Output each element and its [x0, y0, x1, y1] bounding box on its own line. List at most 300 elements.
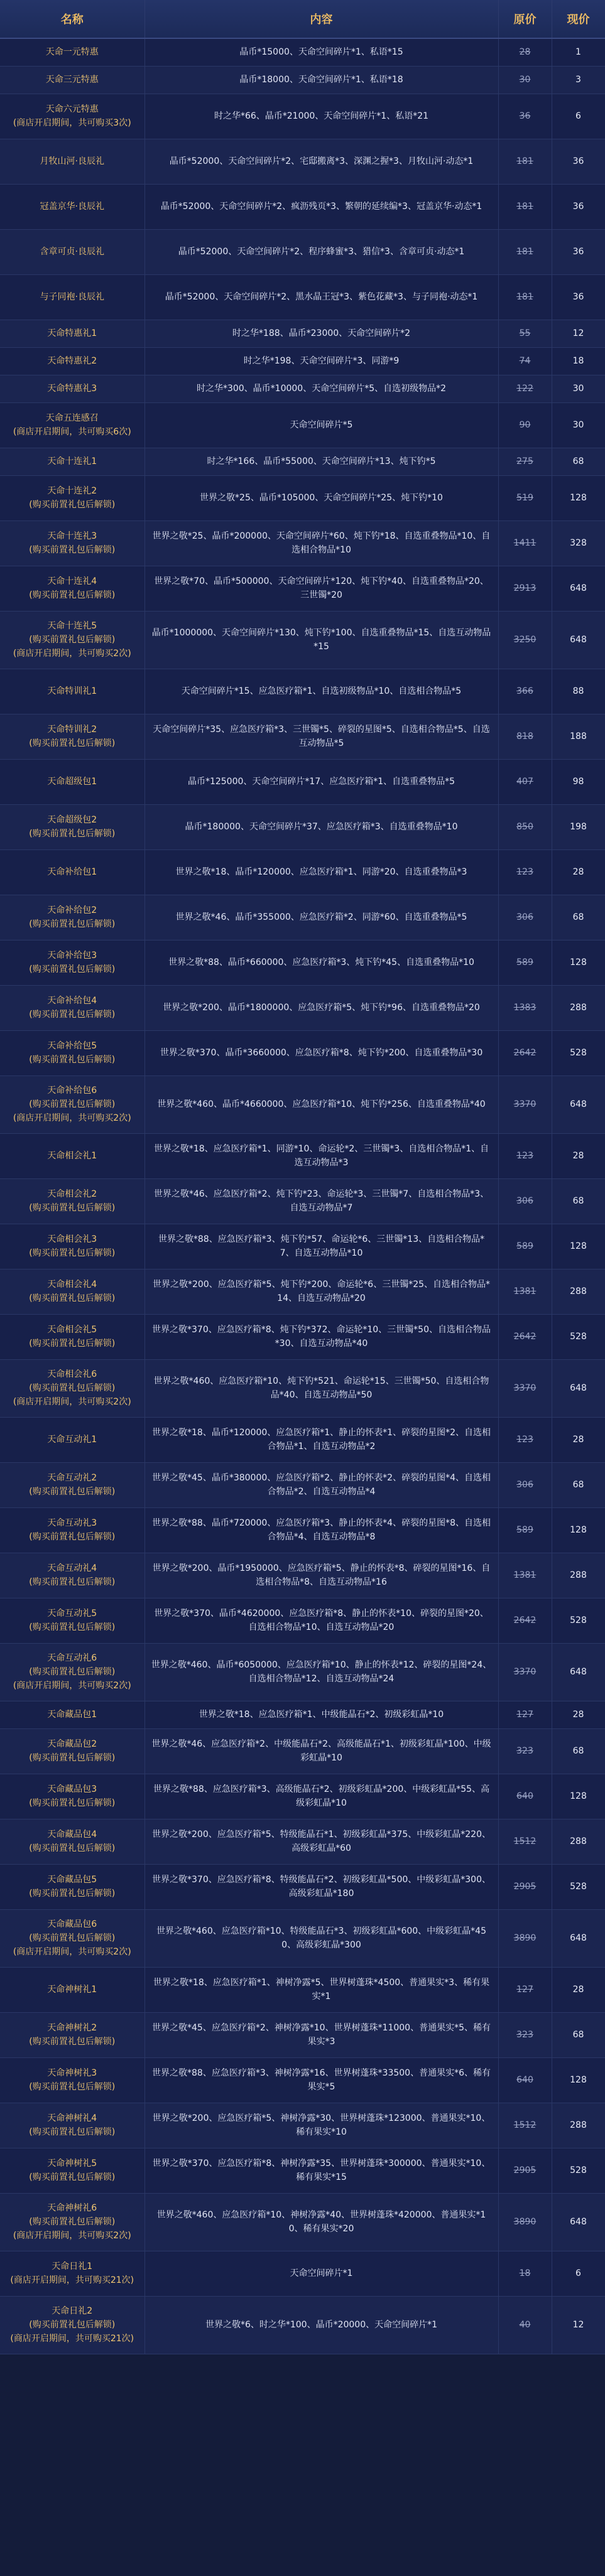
row-name: [0, 849, 144, 895]
table-row: [0, 1269, 605, 1314]
row-name: [0, 1819, 144, 1864]
row-name-note: (购买前置礼包后解锁): [29, 1667, 116, 1677]
table-row: [0, 2296, 605, 2354]
row-original-price: 519: [498, 475, 552, 520]
row-original-price: 3370: [498, 1075, 552, 1133]
row-current-price: 528: [552, 1598, 605, 1643]
row-original-price: 306: [498, 1462, 552, 1507]
row-name-title: 与子同袍·良辰礼: [40, 292, 104, 302]
row-name: [0, 1359, 144, 1417]
row-name-note: (购买前置礼包后解锁): [29, 964, 116, 974]
row-content: 世界之敬*25、晶币*105000、天命空间碎片*25、炖下钓*10: [144, 475, 498, 520]
row-name-note: (购买前置礼包后解锁): [29, 2320, 116, 2330]
row-current-price: 288: [552, 1553, 605, 1598]
row-current-price: 528: [552, 1864, 605, 1909]
row-name: [0, 895, 144, 940]
row-name: [0, 347, 144, 375]
row-name-note: (购买前置礼包后解锁): [29, 829, 116, 839]
row-name: [0, 1224, 144, 1269]
row-name-title: 冠盖京华·良辰礼: [40, 202, 104, 212]
table-row: [0, 2057, 605, 2103]
table-row: [0, 1819, 605, 1864]
row-name: [0, 985, 144, 1030]
row-name-title: 天命互动礼4: [47, 1563, 97, 1573]
row-current-price: 648: [552, 2193, 605, 2251]
table-row: [0, 347, 605, 375]
row-current-price: 328: [552, 520, 605, 566]
row-content: 世界之敬*6、时之华*100、晶币*20000、天命空间碎片*1: [144, 2296, 498, 2354]
row-current-price: 68: [552, 895, 605, 940]
row-original-price: 306: [498, 895, 552, 940]
row-name-note: (购买前置礼包后解锁): [29, 590, 116, 600]
row-name-note: (购买前置礼包后解锁): [29, 1487, 116, 1497]
row-name-note: (购买前置礼包后解锁): [29, 500, 116, 510]
row-current-price: 128: [552, 1774, 605, 1819]
row-name: [0, 402, 144, 448]
row-name-title: 天命神树礼3: [47, 2068, 97, 2078]
row-content: 世界之敬*18、晶币*120000、应急医疗箱*1、同游*20、自选重叠物品*3: [144, 849, 498, 895]
row-name-title: 天命补给包2: [47, 905, 97, 915]
row-content: 世界之敬*200、应急医疗箱*5、神树净露*30、世界树蓬珠*123000、普通果实*10、稀有果实*10: [144, 2103, 498, 2148]
row-name: [0, 2251, 144, 2296]
row-content: 世界之敬*45、晶币*380000、应急医疗箱*2、静止的怀表*2、碎裂的星图*4、自选相合物品*2、自选互动物品*4: [144, 1462, 498, 1507]
row-name-note: (购买前置礼包后解锁): [29, 545, 116, 555]
row-name-title: 天命特训礼2: [47, 725, 97, 735]
table-row: [0, 985, 605, 1030]
row-content: 世界之敬*460、应急医疗箱*10、神树净露*40、世界树蓬珠*420000、普通果实*10、稀有果实*20: [144, 2193, 498, 2251]
row-name-title: 天命相会礼2: [47, 1189, 97, 1199]
row-content: 天命空间碎片*1: [144, 2251, 498, 2296]
table-row: [0, 1462, 605, 1507]
row-current-price: 68: [552, 448, 605, 475]
row-current-price: 648: [552, 1359, 605, 1417]
table-row: [0, 1728, 605, 1774]
row-name-note: (购买前置礼包后解锁): [29, 1203, 116, 1213]
row-name-title: 天命十连礼3: [47, 531, 97, 541]
row-original-price: 2642: [498, 1030, 552, 1075]
table-row: [0, 566, 605, 611]
row-name: [0, 1075, 144, 1133]
row-content: 时之华*300、晶币*10000、天命空间碎片*5、自选初级物品*2: [144, 375, 498, 402]
row-current-price: 68: [552, 2012, 605, 2057]
row-original-price: 2642: [498, 1598, 552, 1643]
row-original-price: 1411: [498, 520, 552, 566]
row-current-price: 648: [552, 566, 605, 611]
table-row: [0, 320, 605, 347]
row-current-price: 28: [552, 1133, 605, 1178]
row-name: [0, 1417, 144, 1462]
row-current-price: 528: [552, 2148, 605, 2193]
row-name: [0, 1133, 144, 1178]
row-name-title: 天命特惠礼3: [47, 384, 97, 394]
row-name-note: (购买前置礼包后解锁): [29, 2082, 116, 2092]
row-name-title: 天命补给包5: [47, 1041, 97, 1051]
row-content: 世界之敬*460、晶币*4660000、应急医疗箱*10、炖下钓*256、自选重叠物品*40: [144, 1075, 498, 1133]
table-row: [0, 1178, 605, 1224]
table-row: [0, 1075, 605, 1133]
header-row: [0, 0, 605, 38]
row-current-price: 98: [552, 759, 605, 804]
row-content: 世界之敬*46、晶币*355000、应急医疗箱*2、同游*60、自选重叠物品*5: [144, 895, 498, 940]
row-content: 世界之敬*18、晶币*120000、应急医疗箱*1、静止的怀表*1、碎裂的星图*2、自选相合物品*1、自选互动物品*2: [144, 1417, 498, 1462]
row-name-title: 天命一元特惠: [45, 47, 99, 58]
row-current-price: 648: [552, 1075, 605, 1133]
row-name-note: (购买前置礼包后解锁): [29, 2172, 116, 2182]
row-name-note: (商店开启期间，共可购买21次): [10, 2275, 134, 2285]
row-name-note: (购买前置礼包后解锁): [29, 1055, 116, 1065]
row-content: 世界之敬*370、应急医疗箱*8、炖下钓*372、命运轮*10、三世镯*50、自选相合物品*30、自选互动物品*40: [144, 1314, 498, 1359]
row-name: [0, 714, 144, 759]
row-name: [0, 1553, 144, 1598]
row-current-price: 288: [552, 985, 605, 1030]
row-original-price: 123: [498, 849, 552, 895]
row-name-title: 天命互动礼5: [47, 1609, 97, 1619]
row-name-title: 天命五连感召: [45, 413, 99, 423]
row-name-title: 月牧山河·良辰礼: [40, 156, 104, 166]
table-row: [0, 375, 605, 402]
row-original-price: 850: [498, 804, 552, 849]
row-name-title: 天命神树礼2: [47, 2023, 97, 2033]
row-original-price: 306: [498, 1178, 552, 1224]
row-name: [0, 669, 144, 714]
row-name-note: (购买前置礼包后解锁): [29, 2127, 116, 2137]
row-name-note: (购买前置礼包后解锁): [29, 635, 116, 645]
row-current-price: 1: [552, 38, 605, 66]
row-original-price: 1381: [498, 1269, 552, 1314]
table-row: [0, 184, 605, 229]
row-name-title: 天命神树礼4: [47, 2113, 97, 2123]
row-original-price: 3370: [498, 1359, 552, 1417]
row-name-note: (商店开启期间，共可购买2次): [13, 1681, 131, 1691]
row-name-title: 天命相会礼3: [47, 1234, 97, 1244]
row-name: [0, 1728, 144, 1774]
row-current-price: 30: [552, 402, 605, 448]
row-original-price: 1383: [498, 985, 552, 1030]
row-name-title: 天命补给包4: [47, 996, 97, 1006]
row-name-note: (商店开启期间，共可购买2次): [13, 1947, 131, 1957]
table-row: [0, 1030, 605, 1075]
row-name-title: 天命藏品包2: [47, 1739, 97, 1749]
row-name-title: 天命十连礼4: [47, 576, 97, 586]
row-current-price: 648: [552, 1909, 605, 1967]
row-name-title: 天命互动礼2: [47, 1473, 97, 1483]
row-name-note: (购买前置礼包后解锁): [29, 1933, 116, 1943]
row-original-price: 122: [498, 375, 552, 402]
row-current-price: 288: [552, 1269, 605, 1314]
row-current-price: 18: [552, 347, 605, 375]
row-original-price: 181: [498, 139, 552, 184]
row-name-title: 天命超级包1: [47, 777, 97, 787]
row-name-title: 天命相会礼1: [47, 1151, 97, 1161]
row-name: [0, 375, 144, 402]
row-current-price: 128: [552, 1507, 605, 1553]
row-current-price: 648: [552, 611, 605, 669]
row-original-price: 640: [498, 1774, 552, 1819]
row-original-price: 127: [498, 1701, 552, 1728]
row-name: [0, 1178, 144, 1224]
row-content: 世界之敬*18、应急医疗箱*1、神树净露*5、世界树蓬珠*4500、普通果实*3、稀有果实*1: [144, 1967, 498, 2012]
row-name-title: 天命神树礼6: [47, 2203, 97, 2213]
row-current-price: 28: [552, 1967, 605, 2012]
table-row: [0, 1507, 605, 1553]
table-row: [0, 714, 605, 759]
row-name-note: (购买前置礼包后解锁): [29, 1532, 116, 1542]
row-original-price: 2905: [498, 2148, 552, 2193]
row-original-price: 3370: [498, 1643, 552, 1701]
row-original-price: 323: [498, 2012, 552, 2057]
row-original-price: 123: [498, 1417, 552, 1462]
row-name-title: 天命神树礼1: [47, 1985, 97, 1995]
table-body: [0, 38, 605, 2354]
row-name: [0, 804, 144, 849]
table-row: [0, 1701, 605, 1728]
row-name-title: 天命藏品包4: [47, 1830, 97, 1840]
table-row: [0, 1864, 605, 1909]
row-name-title: 天命日礼1: [52, 2261, 93, 2272]
row-current-price: 12: [552, 320, 605, 347]
row-content: 世界之敬*200、晶币*1800000、应急医疗箱*5、炖下钓*96、自选重叠物品*20: [144, 985, 498, 1030]
row-name: [0, 66, 144, 94]
table-row: [0, 2148, 605, 2193]
row-current-price: 288: [552, 2103, 605, 2148]
row-current-price: 36: [552, 139, 605, 184]
table-row: [0, 1417, 605, 1462]
row-current-price: 188: [552, 714, 605, 759]
row-name: [0, 1462, 144, 1507]
row-content: 世界之敬*88、应急医疗箱*3、炖下钓*57、命运轮*6、三世镯*13、自选相合物品*7、自选互动物品*10: [144, 1224, 498, 1269]
row-current-price: 30: [552, 375, 605, 402]
row-original-price: 589: [498, 1507, 552, 1553]
row-name-title: 天命补给包3: [47, 951, 97, 961]
row-name: [0, 2103, 144, 2148]
row-name-note: (购买前置礼包后解锁): [29, 2217, 116, 2227]
table-row: [0, 2103, 605, 2148]
row-content: 世界之敬*88、晶币*720000、应急医疗箱*3、静止的怀表*4、碎裂的星图*8、自选相合物品*4、自选互动物品*8: [144, 1507, 498, 1553]
row-original-price: 640: [498, 2057, 552, 2103]
row-content: 世界之敬*200、晶币*1950000、应急医疗箱*5、静止的怀表*8、碎裂的星图*16、自选相合物品*8、自选互动物品*16: [144, 1553, 498, 1598]
row-name-note: (购买前置礼包后解锁): [29, 1383, 116, 1393]
row-content: 世界之敬*45、应急医疗箱*2、神树净露*10、世界树蓬珠*11000、普通果实*5、稀有果实*3: [144, 2012, 498, 2057]
row-current-price: 648: [552, 1643, 605, 1701]
row-content: 世界之敬*460、应急医疗箱*10、特级能晶石*3、初级彩虹晶*600、中级彩虹晶*450、高级彩虹晶*300: [144, 1909, 498, 1967]
row-name: [0, 520, 144, 566]
table-row: [0, 66, 605, 94]
row-name: [0, 2057, 144, 2103]
row-original-price: 407: [498, 759, 552, 804]
row-name-note: (购买前置礼包后解锁): [29, 1622, 116, 1632]
row-name: [0, 229, 144, 274]
row-content: 时之华*166、晶币*55000、天命空间碎片*13、炖下钓*5: [144, 448, 498, 475]
table-row: [0, 1909, 605, 1967]
row-content: 世界之敬*88、应急医疗箱*3、高级能晶石*2、初级彩虹晶*200、中级彩虹晶*55、高级彩虹晶*10: [144, 1774, 498, 1819]
row-name-note: (购买前置礼包后解锁): [29, 1248, 116, 1258]
row-content: 世界之敬*460、晶币*6050000、应急医疗箱*10、静止的怀表*12、碎裂的星图*24、自选相合物品*12、自选互动物品*24: [144, 1643, 498, 1701]
row-original-price: 181: [498, 184, 552, 229]
row-current-price: 36: [552, 184, 605, 229]
row-content: 世界之敬*460、应急医疗箱*10、炖下钓*521、命运轮*15、三世镯*50、自选相合物品*40、自选互动物品*50: [144, 1359, 498, 1417]
row-current-price: 36: [552, 229, 605, 274]
row-name-note: (商店开启期间，共可购买21次): [10, 2334, 134, 2344]
row-name-note: (购买前置礼包后解锁): [29, 1577, 116, 1587]
row-name-note: (商店开启期间，共可购买2次): [13, 1113, 131, 1123]
row-current-price: 128: [552, 1224, 605, 1269]
row-name: [0, 1643, 144, 1701]
row-content: 世界之敬*88、应急医疗箱*3、神树净露*16、世界树蓬珠*33500、普通果实*6、稀有果实*5: [144, 2057, 498, 2103]
row-original-price: 2913: [498, 566, 552, 611]
table-header: [0, 0, 605, 38]
row-name-title: 天命补给包6: [47, 1086, 97, 1096]
row-content: 世界之敬*25、晶币*200000、天命空间碎片*60、炖下钓*18、自选重叠物品*10、自选相合物品*10: [144, 520, 498, 566]
header-current-price: 现价: [552, 0, 605, 38]
row-content: 天命空间碎片*35、应急医疗箱*3、三世镯*5、碎裂的星图*5、自选相合物品*5、自选互动物品*5: [144, 714, 498, 759]
row-original-price: 181: [498, 274, 552, 320]
table-row: [0, 1967, 605, 2012]
row-name: [0, 1507, 144, 1553]
row-content: 晶币*15000、天命空间碎片*1、私语*15: [144, 38, 498, 66]
row-content: 天命空间碎片*15、应急医疗箱*1、自选初级物品*10、自选相合物品*5: [144, 669, 498, 714]
row-original-price: 30: [498, 66, 552, 94]
row-content: 世界之敬*200、应急医疗箱*5、特级能晶石*1、初级彩虹晶*375、中级彩虹晶*220、高级彩虹晶*60: [144, 1819, 498, 1864]
row-name-title: 天命十连礼5: [47, 621, 97, 631]
row-content: 晶币*180000、天命空间碎片*37、应急医疗箱*3、自选重叠物品*10: [144, 804, 498, 849]
row-name-note: (商店开启期间，共可购买2次): [13, 649, 131, 659]
row-name-title: 天命十连礼2: [47, 486, 97, 496]
row-current-price: 88: [552, 669, 605, 714]
table-row: [0, 940, 605, 985]
table-row: [0, 1359, 605, 1417]
table-row: [0, 669, 605, 714]
header-original-price: 原价: [498, 0, 552, 38]
row-content: 世界之敬*18、应急医疗箱*1、中级能晶石*2、初级彩虹晶*10: [144, 1701, 498, 1728]
row-name-note: (购买前置礼包后解锁): [29, 2037, 116, 2047]
row-original-price: 1381: [498, 1553, 552, 1598]
row-name-note: (购买前置礼包后解锁): [29, 1798, 116, 1808]
row-name-title: 天命相会礼6: [47, 1369, 97, 1379]
table-row: [0, 1133, 605, 1178]
row-name-title: 天命藏品包1: [47, 1710, 97, 1720]
row-original-price: 74: [498, 347, 552, 375]
row-name: [0, 940, 144, 985]
row-name-title: 天命十连礼1: [47, 456, 97, 466]
row-name-title: 天命六元特惠: [45, 104, 99, 114]
row-original-price: 818: [498, 714, 552, 759]
row-original-price: 123: [498, 1133, 552, 1178]
row-name: [0, 38, 144, 66]
row-content: 世界之敬*370、应急医疗箱*8、特级能晶石*2、初级彩虹晶*500、中级彩虹晶*300、高级彩虹晶*180: [144, 1864, 498, 1909]
row-original-price: 181: [498, 229, 552, 274]
row-current-price: 198: [552, 804, 605, 849]
row-original-price: 1512: [498, 1819, 552, 1864]
table-row: [0, 1553, 605, 1598]
row-name-title: 天命互动礼6: [47, 1653, 97, 1663]
row-name-note: (购买前置礼包后解锁): [29, 1293, 116, 1303]
row-content: 晶币*52000、天命空间碎片*2、疯沥残页*3、繁朝的延续编*3、冠盖京华·动态*1: [144, 184, 498, 229]
row-name: [0, 94, 144, 139]
row-name-note: (购买前置礼包后解锁): [29, 1099, 116, 1109]
row-current-price: 12: [552, 2296, 605, 2354]
row-original-price: 2905: [498, 1864, 552, 1909]
row-name: [0, 1909, 144, 1967]
row-name: [0, 1269, 144, 1314]
row-name: [0, 320, 144, 347]
row-content: 晶币*1000000、天命空间碎片*130、炖下钓*100、自选重叠物品*15、自选互动物品*15: [144, 611, 498, 669]
row-content: 天命空间碎片*5: [144, 402, 498, 448]
row-name: [0, 1314, 144, 1359]
row-name-title: 天命日礼2: [52, 2306, 93, 2316]
table-row: [0, 2012, 605, 2057]
row-original-price: 589: [498, 1224, 552, 1269]
row-content: 晶币*52000、天命空间碎片*2、宅邸搬离*3、深渊之握*3、月牧山河·动态*1: [144, 139, 498, 184]
row-content: 晶币*52000、天命空间碎片*2、黑水晶王冠*3、紫色花藏*3、与子同袍·动态*1: [144, 274, 498, 320]
header-content: 内容: [144, 0, 498, 38]
row-original-price: 366: [498, 669, 552, 714]
row-name-note: (商店开启期间，共可购买3次): [13, 118, 131, 128]
table-row: [0, 849, 605, 895]
row-current-price: 128: [552, 2057, 605, 2103]
row-name: [0, 448, 144, 475]
row-content: 世界之敬*46、应急医疗箱*2、中级能晶石*2、高级能晶石*1、初级彩虹晶*100、中级彩虹晶*10: [144, 1728, 498, 1774]
row-current-price: 3: [552, 66, 605, 94]
row-name: [0, 1030, 144, 1075]
row-current-price: 6: [552, 94, 605, 139]
row-current-price: 288: [552, 1819, 605, 1864]
table-row: [0, 94, 605, 139]
row-content: 世界之敬*46、应急医疗箱*2、炖下钓*23、命运轮*3、三世镯*7、自选相合物品*3、自选互动物品*7: [144, 1178, 498, 1224]
table-row: [0, 1314, 605, 1359]
row-content: 世界之敬*18、应急医疗箱*1、同游*10、命运轮*2、三世镯*3、自选相合物品*1、自选互动物品*3: [144, 1133, 498, 1178]
table-row: [0, 1774, 605, 1819]
row-current-price: 28: [552, 1701, 605, 1728]
row-current-price: 128: [552, 940, 605, 985]
table-row: [0, 448, 605, 475]
table-row: [0, 611, 605, 669]
row-name-note: (购买前置礼包后解锁): [29, 1843, 116, 1853]
row-name: [0, 1701, 144, 1728]
row-name-note: (购买前置礼包后解锁): [29, 1753, 116, 1763]
table-row: [0, 895, 605, 940]
row-name-title: 天命特惠礼1: [47, 328, 97, 338]
row-original-price: 3250: [498, 611, 552, 669]
row-name-note: (购买前置礼包后解锁): [29, 738, 116, 748]
row-name-title: 天命互动礼1: [47, 1435, 97, 1445]
row-current-price: 528: [552, 1030, 605, 1075]
row-name-note: (商店开启期间，共可购买6次): [13, 427, 131, 437]
table-row: [0, 475, 605, 520]
row-content: 时之华*66、晶币*21000、天命空间碎片*1、私语*21: [144, 94, 498, 139]
row-original-price: 18: [498, 2251, 552, 2296]
row-current-price: 6: [552, 2251, 605, 2296]
table-row: [0, 520, 605, 566]
row-name-title: 天命藏品包5: [47, 1875, 97, 1885]
row-original-price: 40: [498, 2296, 552, 2354]
row-name-note: (商店开启期间，共可购买2次): [13, 1397, 131, 1407]
row-current-price: 28: [552, 1417, 605, 1462]
table-row: [0, 402, 605, 448]
row-name-title: 天命相会礼4: [47, 1280, 97, 1290]
table-row: [0, 1643, 605, 1701]
row-current-price: 528: [552, 1314, 605, 1359]
row-name-note: (购买前置礼包后解锁): [29, 1010, 116, 1020]
row-name: [0, 611, 144, 669]
table-row: [0, 1598, 605, 1643]
row-original-price: 55: [498, 320, 552, 347]
row-current-price: 28: [552, 849, 605, 895]
row-current-price: 128: [552, 475, 605, 520]
row-content: 世界之敬*200、应急医疗箱*5、炖下钓*200、命运轮*6、三世镯*25、自选相合物品*14、自选互动物品*20: [144, 1269, 498, 1314]
row-name-title: 天命特惠礼2: [47, 356, 97, 366]
row-current-price: 68: [552, 1462, 605, 1507]
row-name: [0, 274, 144, 320]
